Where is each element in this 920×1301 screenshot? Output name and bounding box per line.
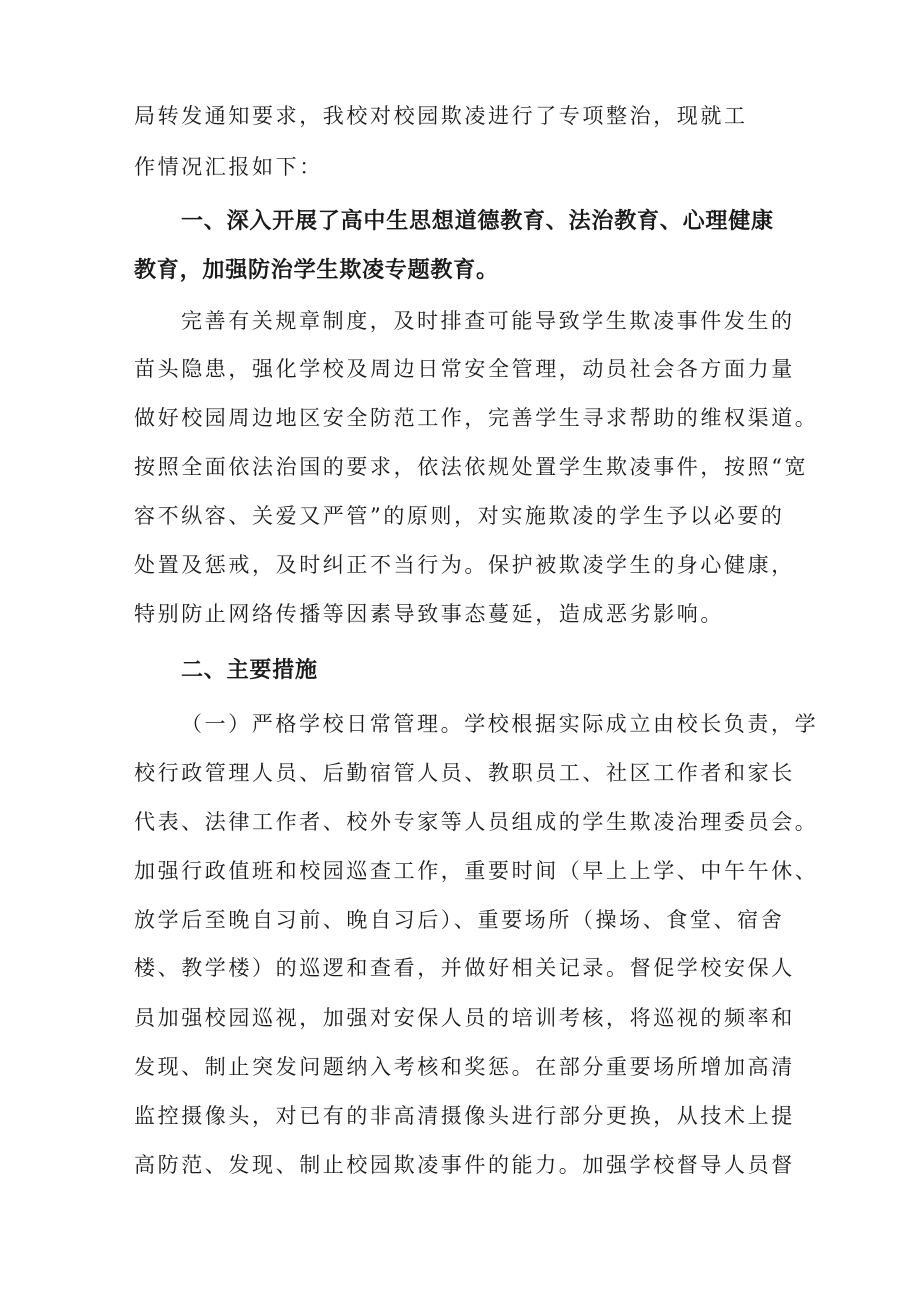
section2-paragraph-line-10: 高防范、发现、制止校园欺凌事件的能力。加强学校督导人员督 <box>134 1153 795 1177</box>
section1-paragraph-line-3: 做好校园周边地区安全防范工作，完善学生寻求帮助的维权渠道。 <box>134 406 819 430</box>
section1-paragraph-line-4: 按照全面依法治国的要求，依法依规处置学生欺凌事件，按照“宽 <box>134 455 809 479</box>
section2-paragraph-line-4: 加强行政值班和校园巡查工作，重要时间（早上上学、中午午休、 <box>134 859 819 883</box>
section1-paragraph-line-5: 容不纵容、关爱又严管”的原则，对实施欺凌的学生予以必要的 <box>134 504 785 528</box>
section1-heading-line-1: 一、深入开展了高中生思想道德教育、法治教育、心理健康 <box>181 209 774 234</box>
section1-paragraph-line-2: 苗头隐患，强化学校及周边日常安全管理，动员社会各方面力量 <box>134 357 795 381</box>
intro-line-1: 局转发通知要求，我校对校园欺凌进行了专项整治，现就工 <box>134 104 748 128</box>
section1-paragraph-line-6: 处置及惩戒，及时纠正不当行为。保护被欺凌学生的身心健康， <box>134 553 795 577</box>
section2-paragraph-line-6: 楼、教学楼）的巡逻和查看，并做好相关记录。督促学校安保人 <box>134 956 795 980</box>
section2-paragraph-line-1: （一）严格学校日常管理。学校根据实际成立由校长负责，学 <box>181 712 819 736</box>
section1-paragraph-line-1: 完善有关规章制度，及时排查可能导致学生欺凌事件发生的 <box>181 309 795 333</box>
section1-heading-line-2: 教育，加强防治学生欺凌专题教育。 <box>134 258 499 283</box>
section2-heading: 二、主要措施 <box>181 658 318 683</box>
section2-paragraph-line-9: 监控摄像头，对已有的非高清摄像头进行部分更换，从技术上提 <box>134 1104 795 1128</box>
section2-paragraph-line-7: 员加强校园巡视，加强对安保人员的培训考核，将巡视的频率和 <box>134 1006 795 1030</box>
section2-paragraph-line-3: 代表、法律工作者、校外专家等人员组成的学生欺凌治理委员会。 <box>134 810 819 834</box>
section2-paragraph-line-2: 校行政管理人员、后勤宿管人员、教职员工、社区工作者和家长 <box>134 761 795 785</box>
section2-paragraph-line-8: 发现、制止突发问题纳入考核和奖惩。在部分重要场所增加高清 <box>134 1055 795 1079</box>
section2-paragraph-line-5: 放学后至晚自习前、晚自习后）、重要场所（操场、食堂、宿舍 <box>134 908 785 932</box>
intro-line-2: 作情况汇报如下： <box>134 155 323 179</box>
section1-paragraph-line-7: 特别防止网络传播等因素导致事态蔓延，造成恶劣影响。 <box>134 602 724 626</box>
